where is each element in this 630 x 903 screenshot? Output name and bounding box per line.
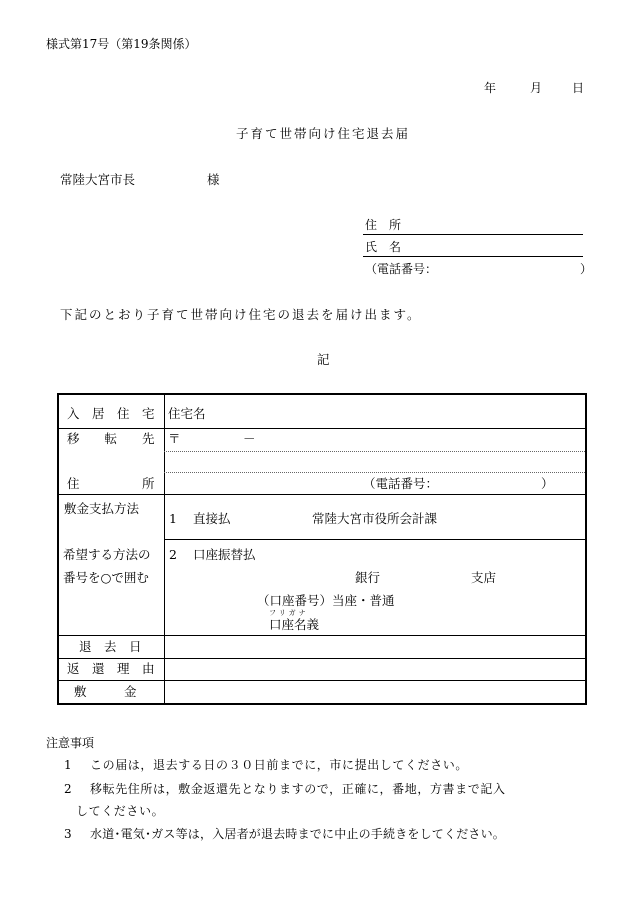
residence-value: 住宅名 bbox=[168, 406, 206, 421]
applicant-name-line bbox=[363, 256, 583, 257]
note-2-text-cont: してください。 bbox=[76, 804, 165, 818]
applicant-phone-close: ） bbox=[580, 262, 593, 276]
form-number: 様式第17号（第19条関係） bbox=[46, 37, 197, 51]
option-1-number: 1 bbox=[169, 511, 177, 526]
postal-mark: 〒 bbox=[168, 431, 181, 446]
column-divider bbox=[164, 395, 165, 703]
note-3-number: 3 bbox=[64, 827, 72, 841]
option-2-text: 口座振替払 bbox=[193, 547, 256, 562]
addressee-name: 常陸大宮市長 bbox=[60, 172, 136, 187]
phone-label: （電話番号： bbox=[363, 476, 439, 491]
deposit-method-label: 敷金支払方法 bbox=[64, 501, 140, 516]
applicant-phone-label: （電話番号： bbox=[365, 262, 438, 276]
applicant-address-label: 住 所 bbox=[365, 218, 402, 232]
method-choice-label-1: 希望する方法の bbox=[63, 547, 151, 562]
option-1-detail: 常陸大宮市役所会計課 bbox=[312, 511, 438, 526]
date-day: 日 bbox=[572, 81, 585, 95]
furigana-label: フリガナ bbox=[269, 609, 309, 617]
applicant-name-label: 氏 名 bbox=[365, 240, 402, 254]
note-2-text: 移転先住所は，敷金返還先となりますので，正確に，番地，方書まで記入 bbox=[90, 782, 506, 796]
moveout-date-label: 退 去 日 bbox=[79, 639, 142, 654]
note-3-text: 水道･電気･ガス等は，入居者が退去時までに中止の手続きをしてください。 bbox=[90, 827, 506, 841]
row-divider bbox=[164, 539, 585, 540]
row-divider bbox=[59, 680, 585, 681]
option-2-number: 2 bbox=[169, 547, 177, 562]
notes-title: 注意事項 bbox=[46, 736, 95, 750]
account-name-label: 口座名義 bbox=[269, 617, 320, 632]
move-destination-label: 移 転 先 bbox=[67, 431, 155, 446]
ki-mark: 記 bbox=[317, 352, 330, 367]
option-1-text: 直接払 bbox=[193, 511, 231, 526]
dotted-divider bbox=[164, 472, 585, 473]
row-divider bbox=[59, 635, 585, 636]
residence-label: 入 居 住 宅 bbox=[67, 406, 155, 421]
intro-text: 下記のとおり子育て世帯向け住宅の退去を届け出ます。 bbox=[60, 307, 422, 322]
dotted-divider bbox=[164, 451, 585, 452]
address-label: 住 所 bbox=[67, 476, 155, 491]
method-choice-label-2: 番号を○で囲む bbox=[63, 570, 149, 585]
note-2-number: 2 bbox=[64, 782, 72, 796]
addressee-honorific: 様 bbox=[207, 172, 220, 187]
row-divider bbox=[59, 658, 585, 659]
date-month: 月 bbox=[530, 81, 543, 95]
phone-close: ） bbox=[541, 476, 554, 491]
postal-dash: － bbox=[243, 431, 256, 446]
row-divider bbox=[59, 428, 585, 429]
row-divider bbox=[59, 494, 585, 495]
date-year: 年 bbox=[484, 81, 497, 95]
deposit-label: 敷 金 bbox=[74, 684, 137, 699]
account-number-label: （口座番号）当座・普通 bbox=[257, 593, 395, 608]
note-1-text: この届は，退去する日の３０日前までに，市に提出してください。 bbox=[90, 758, 469, 772]
return-reason-label: 返 還 理 由 bbox=[67, 661, 155, 676]
bank-label: 銀行 bbox=[355, 570, 381, 585]
branch-label: 支店 bbox=[471, 570, 497, 585]
page-title: 子育て世帯向け住宅退去届 bbox=[236, 126, 411, 141]
form-table bbox=[57, 393, 587, 705]
note-1-number: 1 bbox=[64, 758, 72, 772]
applicant-address-line bbox=[363, 234, 583, 235]
